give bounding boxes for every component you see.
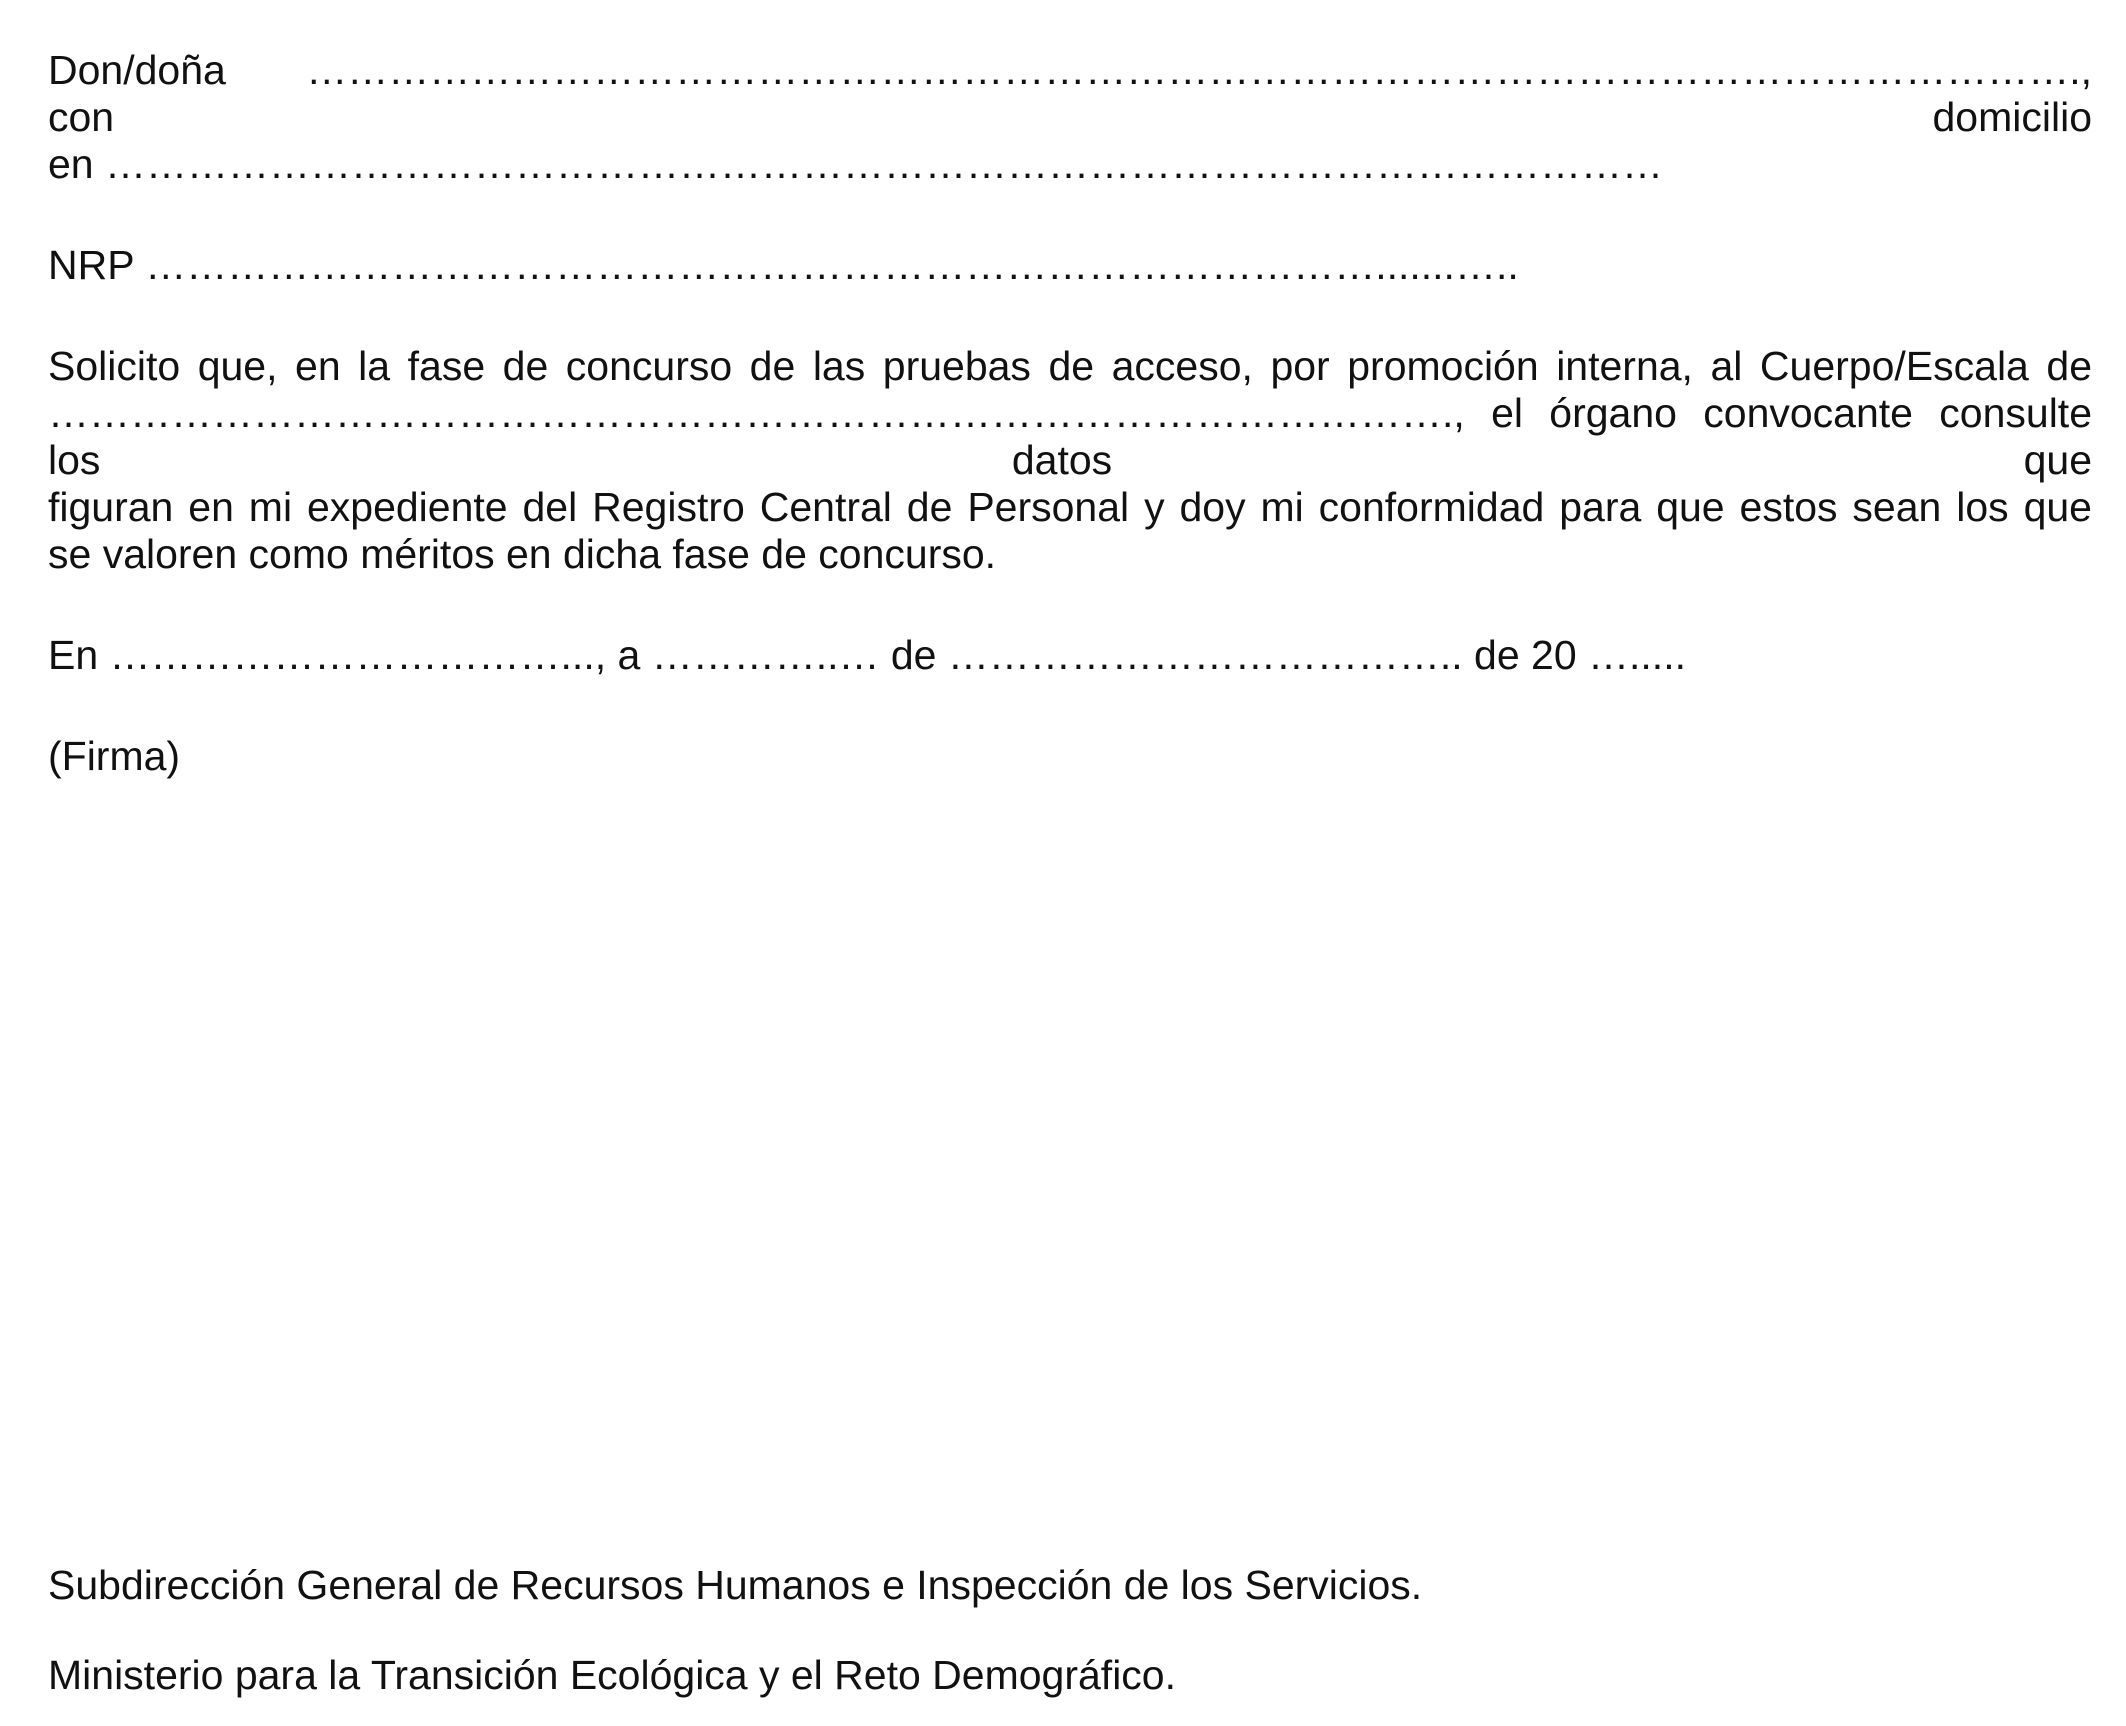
name-address-line-2	[48, 141, 2092, 188]
footer-department	[48, 1562, 2092, 1609]
footer-ministry	[48, 1652, 2092, 1699]
request-line-3: figuran en mi expediente del Registro Central de Personal y doy mi conformidad para que estos sean los que	[48, 484, 2092, 530]
spacer	[48, 578, 2092, 632]
address-field-text: en ……………………………………………………………………………………………………	[48, 141, 1663, 187]
signature-label: (Firma)	[48, 733, 181, 779]
request-line-1: Solicito que, en la fase de concurso de las pruebas de acceso, por promoción interna, al Cuerpo/Escala de	[48, 343, 2092, 389]
request-line-4: se valoren como méritos en dicha fase de concurso.	[48, 531, 997, 577]
footer-ministry-text: Ministerio para la Transición Ecológica y el Reto Demográfico.	[48, 1652, 1177, 1698]
nrp-field-text: NRP ……………………………………………………………………………….......…..	[48, 242, 1519, 288]
date-place-line: En ……………………………..., a …………..… de ……………………………….. de 20 ….....	[48, 632, 1686, 678]
name-address-line-1	[48, 47, 2104, 141]
name-field-text: Don/doña …………………………………………………………………………………………………………………., con domicilio	[48, 47, 2104, 140]
footer-department-text: Subdirección General de Recursos Humanos e Inspección de los Servicios.	[48, 1562, 1423, 1608]
request-line-2: …………………………………………………………………………………………., el órgano convocante consulte los datos que	[48, 390, 2104, 483]
nrp-line	[48, 242, 2092, 289]
spacer	[48, 289, 2092, 343]
spacer	[48, 679, 2092, 733]
spacer	[48, 188, 2092, 242]
request-paragraph	[48, 343, 2104, 578]
form-document	[48, 47, 2104, 780]
